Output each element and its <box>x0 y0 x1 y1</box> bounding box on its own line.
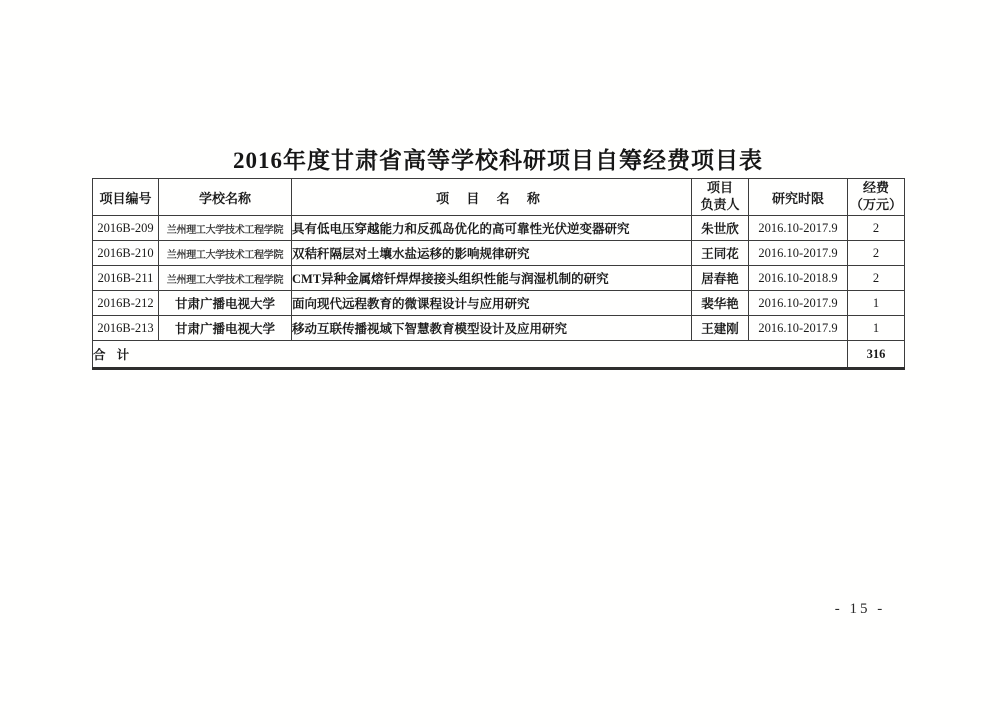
cell-leader: 王建刚 <box>692 316 749 341</box>
cell-project-name: CMT异种金属熔钎焊焊接接头组织性能与润湿机制的研究 <box>292 266 692 291</box>
cell-budget: 2 <box>848 216 905 241</box>
cell-duration: 2016.10-2017.9 <box>749 316 848 341</box>
cell-leader: 居春艳 <box>692 266 749 291</box>
cell-duration: 2016.10-2017.9 <box>749 291 848 316</box>
cell-school: 兰州理工大学技术工程学院 <box>159 216 292 241</box>
cell-school: 兰州理工大学技术工程学院 <box>159 241 292 266</box>
cell-duration: 2016.10-2017.9 <box>749 216 848 241</box>
total-row <box>93 341 905 369</box>
cell-project-id: 2016B-213 <box>93 316 159 341</box>
total-label: 合 计 <box>93 341 848 369</box>
col-header-leader-line2: 负责人 <box>700 197 740 212</box>
cell-project-id: 2016B-211 <box>93 266 159 291</box>
cell-budget: 1 <box>848 291 905 316</box>
col-header-project-id: 项目编号 <box>93 179 159 216</box>
cell-budget: 2 <box>848 266 905 291</box>
header-row <box>93 179 905 216</box>
table-header <box>93 179 905 216</box>
col-header-budget-line2: （万元） <box>849 197 902 212</box>
cell-duration: 2016.10-2018.9 <box>749 266 848 291</box>
cell-school: 甘肃广播电视大学 <box>159 291 292 316</box>
cell-project-id: 2016B-210 <box>93 241 159 266</box>
table-body <box>93 216 905 369</box>
cell-project-id: 2016B-209 <box>93 216 159 241</box>
col-header-duration: 研究时限 <box>749 179 848 216</box>
table-row <box>93 291 905 316</box>
cell-project-id: 2016B-212 <box>93 291 159 316</box>
cell-duration: 2016.10-2017.9 <box>749 241 848 266</box>
cell-project-name: 移动互联传播视域下智慧教育模型设计及应用研究 <box>292 316 692 341</box>
table-row <box>93 216 905 241</box>
table-row <box>93 316 905 341</box>
cell-budget: 1 <box>848 316 905 341</box>
page-number: - 15 - <box>834 601 886 617</box>
cell-project-name: 具有低电压穿越能力和反孤岛优化的高可靠性光伏逆变器研究 <box>292 216 692 241</box>
total-value: 316 <box>848 341 905 369</box>
cell-project-name: 双秸秆隔层对土壤水盐运移的影响规律研究 <box>292 241 692 266</box>
cell-leader: 裴华艳 <box>692 291 749 316</box>
col-header-budget-line1: 经费 <box>862 180 889 196</box>
cell-leader: 朱世欣 <box>692 216 749 241</box>
cell-budget: 2 <box>848 241 905 266</box>
cell-project-name: 面向现代远程教育的微课程设计与应用研究 <box>292 291 692 316</box>
table-row <box>93 266 905 291</box>
col-header-project-name: 项 目 名 称 <box>292 179 692 216</box>
table-row <box>93 241 905 266</box>
col-header-leader-line1: 项目 <box>706 180 733 196</box>
document-title: 2016年度甘肃省高等学校科研项目自筹经费项目表 <box>233 148 763 173</box>
col-header-leader <box>692 179 749 216</box>
cell-leader: 王同花 <box>692 241 749 266</box>
col-header-school: 学校名称 <box>159 179 292 216</box>
projects-table <box>92 178 905 370</box>
col-header-budget <box>848 179 905 216</box>
cell-school: 兰州理工大学技术工程学院 <box>159 266 292 291</box>
cell-school: 甘肃广播电视大学 <box>159 316 292 341</box>
